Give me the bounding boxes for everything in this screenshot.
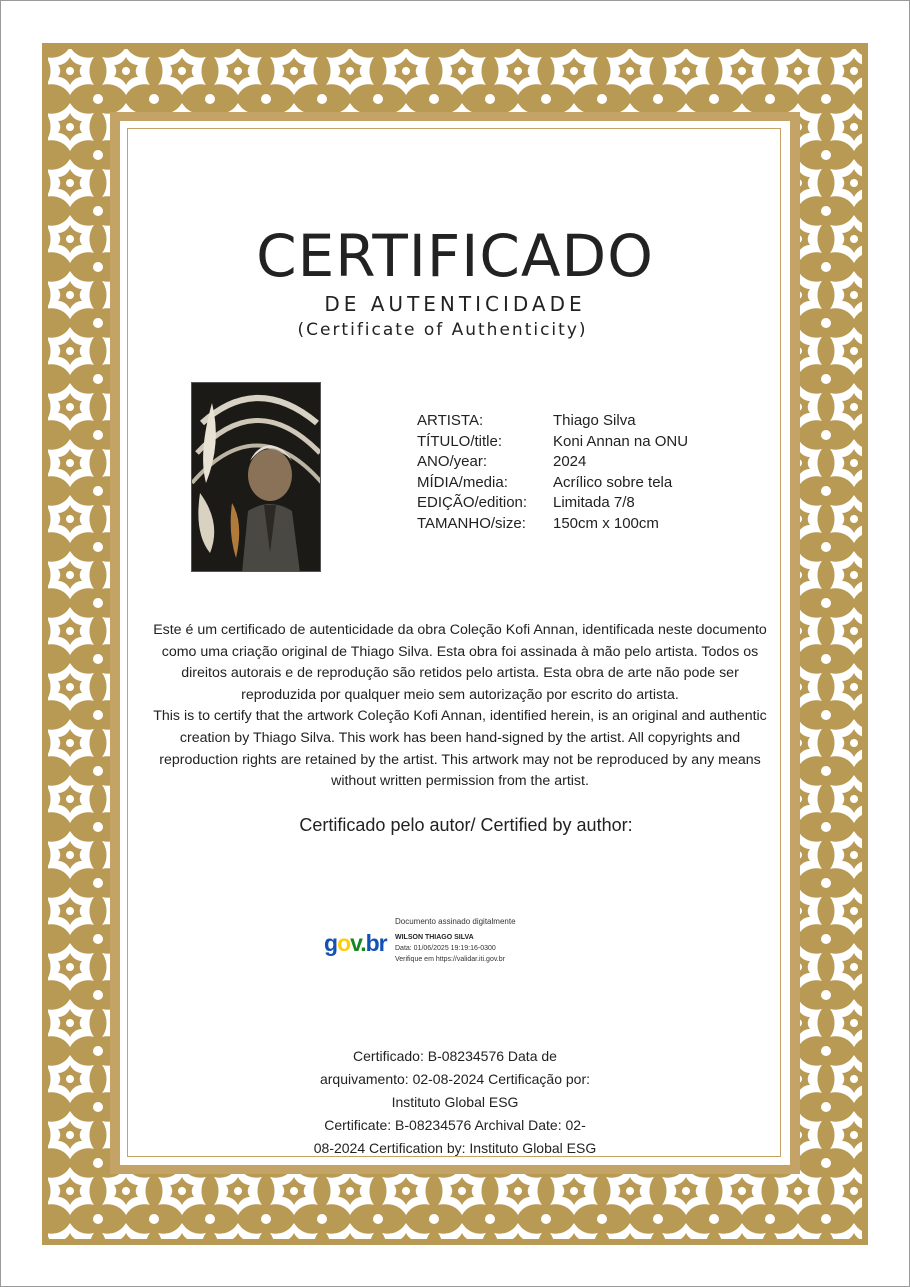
footer-line: Certificate: B-08234576 Archival Date: 02- [324,1117,586,1133]
footer-line: 08-2024 Certification by: Instituto Global ESG [313,1140,597,1156]
signature-signer: WILSON THIAGO SILVA [395,934,474,941]
digital-signature [322,912,584,996]
detail-value: Thiago Silva [553,412,636,429]
certificate-body [150,620,770,793]
detail-value: Koni Annan na ONU [553,432,689,450]
gov-br-logo: gov.br [324,930,387,956]
detail-row-title [417,432,688,453]
detail-label: ANO/year: [417,453,488,471]
footer-line: Certificado: B-08234576 Data de [353,1048,557,1064]
detail-value: Limitada 7/8 [553,494,635,512]
detail-label: TAMANHO/size: [417,514,526,532]
detail-row-media [417,473,688,494]
body-text-en: This is to certify that the artwork Coleção Kofi Annan, identified herein, is an original and authentic creation by Thiago Silva. This work has been hand-signed by the artist. All copyrights and reproduction rights are retained by the artist. This artwork may not be reproduced by any means without written permission from the artist. [153,708,767,790]
certificate-footer [300,1045,610,1160]
artwork-painting [192,383,321,572]
detail-label: MÍDIA/media: [417,473,508,491]
certified-by: Certificado pelo autor/ Certified by author: [299,815,633,835]
artwork-thumbnail [191,382,321,572]
detail-label: TÍTULO/title: [417,432,503,450]
certificate-subtitle: DE AUTENTICIDADE [324,292,586,316]
footer-line: Instituto Global ESG [391,1094,519,1110]
detail-row-year [417,452,688,473]
detail-value: 2024 [553,453,587,471]
signature-verify-link: Verifique em https://validar.iti.gov.br [395,956,505,963]
detail-value: 150cm x 100cm [553,514,659,532]
body-text-pt: Este é um certificado de autenticidade da obra Coleção Kofi Annan, identificada neste documento como uma criação original de Thiago Silva. Esta obra foi assinada à mão pelo artista. Todos os direitos autorais e de reprodução são retidos pelo artista. Esta obra de arte não pode ser reproduzida por qualquer meio sem autorização por escrito do artista. [153,622,767,703]
certificate-title: CERTIFICADO [256,222,654,290]
certificate-subtitle-en: (Certificate of Authenticity) [297,320,588,340]
detail-row-artist [417,411,688,432]
footer-line: arquivamento: 02-08-2024 Certificação por: [319,1071,591,1087]
detail-row-edition [417,493,688,514]
detail-label: ARTISTA: [417,412,484,429]
signature-date: Data: 01/06/2025 19:19:16-0300 [395,945,496,952]
artwork-details [417,411,688,535]
detail-row-size [417,514,688,535]
signature-doc-label: Documento assinado digitalmente [395,917,516,926]
detail-label: EDIÇÃO/edition: [417,494,528,512]
detail-value: Acrílico sobre tela [553,473,673,491]
